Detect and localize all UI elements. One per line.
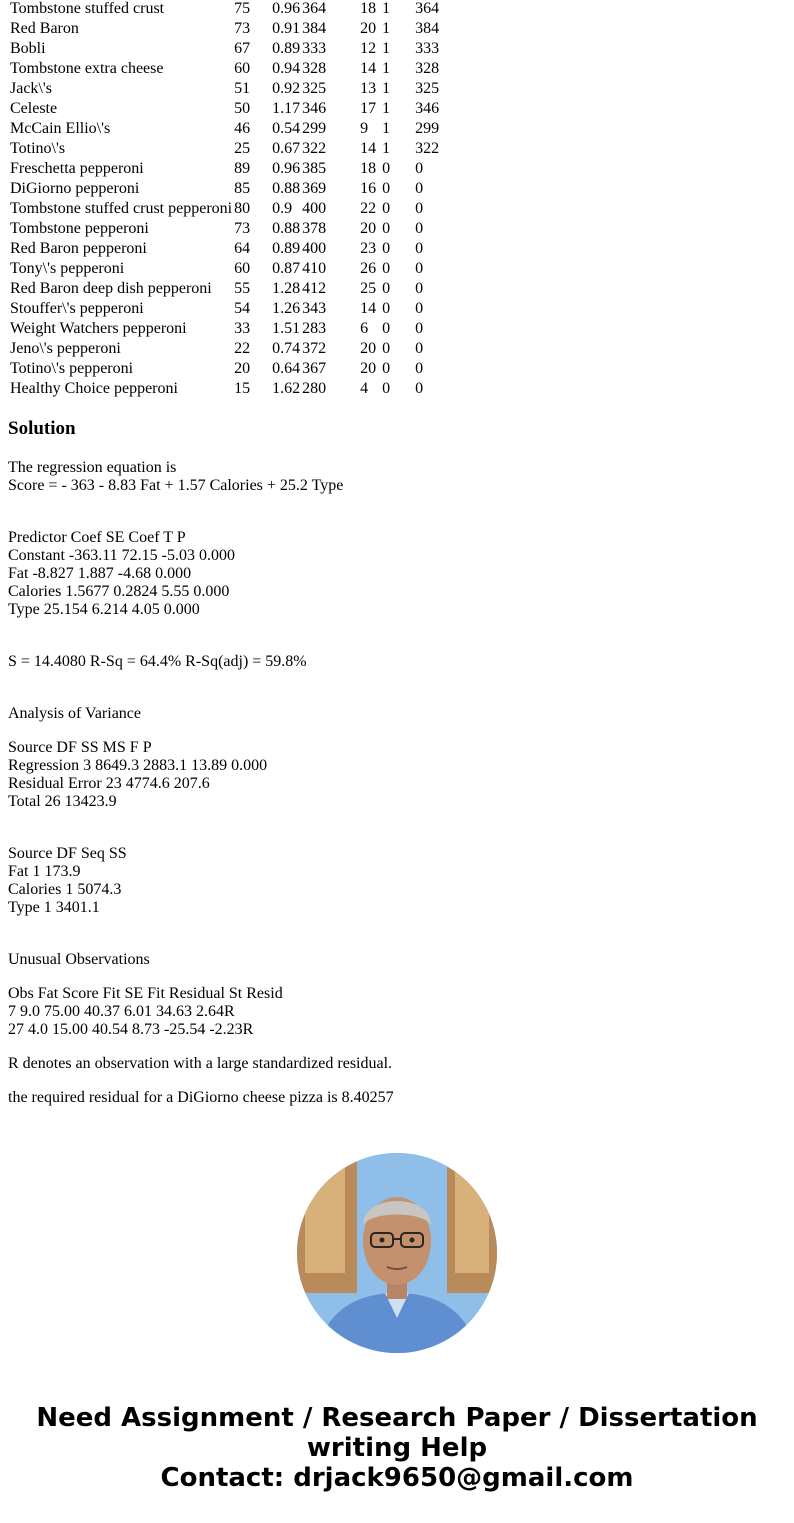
table-cell: 328 [415,60,440,77]
table-cell: 0 [415,320,424,337]
regression-equation: Score = - 363 - 8.83 Fat + 1.57 Calories + 25.2 Type [8,477,344,494]
table-row [10,360,455,378]
table-cell: 364 [415,0,440,17]
table-cell: 0 [415,280,424,297]
coef-row-type: Type 25.154 6.214 4.05 0.000 [8,601,200,618]
table-cell: Healthy Choice pepperoni [10,380,178,397]
table-cell: Stouffer\'s pepperoni [10,300,144,317]
table-cell: 0.88 [272,180,301,197]
table-cell: 0.64 [272,360,301,377]
anova-row-regression: Regression 3 8649.3 2883.1 13.89 0.000 [8,757,268,774]
table-cell: Celeste [10,100,58,117]
table-cell: 325 [302,80,327,97]
table-cell: 0.88 [272,220,301,237]
table-row [10,40,455,58]
table-cell: McCain Ellio\'s [10,120,111,137]
table-cell: 13 [360,80,377,97]
table-cell: 1.26 [272,300,301,317]
table-cell: 372 [302,340,327,357]
table-cell: 410 [302,260,327,277]
pizza-data-table [8,0,457,400]
table-row [10,140,455,158]
table-cell: 0.89 [272,40,301,57]
table-row [10,200,455,218]
table-cell: 1 [382,60,391,77]
table-cell: 73 [234,220,251,237]
table-cell: 0.67 [272,140,301,157]
anova-row-total: Total 26 13423.9 [8,793,117,810]
table-cell: Tombstone extra cheese [10,60,164,77]
table-cell: Tombstone stuffed crust pepperoni [10,200,233,217]
table-cell: 17 [360,100,377,117]
unusual-observations-title: Unusual Observations [8,951,150,968]
table-cell: 322 [302,140,327,157]
table-cell: 50 [234,100,251,117]
table-row [10,160,455,178]
table-row [10,280,455,298]
table-cell: 0.89 [272,240,301,257]
table-cell: 0 [415,220,424,237]
table-cell: 51 [234,80,251,97]
promo-banner [0,1403,794,1493]
table-cell: Jack\'s [10,80,52,97]
table-cell: 0 [415,160,424,177]
table-cell: 400 [302,240,327,257]
regression-equation-intro: The regression equation is [8,459,177,476]
table-cell: Tombstone pepperoni [10,220,149,237]
table-row [10,220,455,238]
promo-contact: Contact: drjack9650@gmail.com [160,1463,634,1493]
table-cell: 0.96 [272,160,301,177]
table-cell: 378 [302,220,327,237]
table-cell: 1.28 [272,280,301,297]
table-cell: 0 [415,300,424,317]
table-cell: 333 [302,40,327,57]
table-cell: Red Baron [10,20,79,37]
table-cell: 25 [360,280,377,297]
table-cell: 25 [234,140,251,157]
table-row [10,80,455,98]
table-cell: 280 [302,380,327,397]
author-avatar [297,1153,497,1353]
table-cell: Tony\'s pepperoni [10,260,125,277]
table-cell: 0 [382,180,391,197]
table-cell: 55 [234,280,251,297]
table-cell: 0 [415,380,424,397]
table-cell: 14 [360,300,377,317]
table-cell: 0 [382,300,391,317]
table-cell: 64 [234,240,251,257]
table-cell: 6 [360,320,369,337]
table-row [10,20,455,38]
table-cell: Weight Watchers pepperoni [10,320,187,337]
table-cell: 33 [234,320,251,337]
table-cell: 54 [234,300,251,317]
table-cell: 20 [360,20,377,37]
table-cell: 22 [360,200,377,217]
table-cell: 14 [360,60,377,77]
table-cell: 0 [415,340,424,357]
table-cell: 1 [382,120,391,137]
unusual-observation-row: 7 9.0 75.00 40.37 6.01 34.63 2.64R [8,1003,235,1020]
table-cell: Bobli [10,40,46,57]
table-cell: 0.87 [272,260,301,277]
model-summary: S = 14.4080 R-Sq = 64.4% R-Sq(adj) = 59.8% [8,653,307,670]
table-cell: 299 [302,120,327,137]
table-cell: 85 [234,180,251,197]
table-cell: 60 [234,260,251,277]
table-cell: 384 [415,20,440,37]
table-cell: 89 [234,160,251,177]
table-cell: 0 [415,260,424,277]
table-cell: 20 [360,340,377,357]
table-cell: 20 [234,360,251,377]
table-row [10,120,455,138]
table-cell: 23 [360,240,377,257]
table-cell: 0 [415,360,424,377]
table-cell: Totino\'s [10,140,66,157]
table-cell: 20 [360,360,377,377]
table-cell: 26 [360,260,377,277]
table-cell: 73 [234,20,251,37]
table-cell: 12 [360,40,377,57]
table-cell: 385 [302,160,327,177]
table-cell: 0.92 [272,80,301,97]
table-cell: 1.51 [272,320,301,337]
table-cell: 46 [234,120,251,137]
table-cell: 0 [382,360,391,377]
unusual-observation-row: 27 4.0 15.00 40.54 8.73 -25.54 -2.23R [8,1021,254,1038]
table-cell: Freschetta pepperoni [10,160,144,177]
table-cell: Totino\'s pepperoni [10,360,134,377]
residual-note: R denotes an observation with a large standardized residual. [8,1055,393,1072]
table-cell: 369 [302,180,327,197]
table-cell: 0 [382,240,391,257]
promo-line-1: Need Assignment / Research Paper / Dissertation [36,1403,758,1433]
table-cell: 1 [382,20,391,37]
table-cell: 0.96 [272,0,301,17]
table-cell: 0 [415,200,424,217]
table-cell: 283 [302,320,327,337]
seq-ss-row-type: Type 1 3401.1 [8,899,100,916]
table-cell: 0 [415,240,424,257]
table-cell: Red Baron deep dish pepperoni [10,280,212,297]
table-cell: 18 [360,0,377,17]
seq-ss-header: Source DF Seq SS [8,845,127,862]
table-row [10,300,455,318]
table-cell: 1 [382,40,391,57]
table-cell: 1 [382,80,391,97]
table-cell: 0 [382,280,391,297]
anova-header: Source DF SS MS F P [8,739,152,756]
table-cell: 299 [415,120,440,137]
table-cell: 9 [360,120,369,137]
table-cell: Jeno\'s pepperoni [10,340,121,357]
table-cell: 328 [302,60,327,77]
table-cell: 346 [302,100,327,117]
table-row [10,60,455,78]
table-cell: 60 [234,60,251,77]
table-cell: 0.54 [272,120,301,137]
table-cell: 0 [382,380,391,397]
promo-line-2: writing Help [306,1433,488,1463]
table-cell: 346 [415,100,440,117]
anova-row-residual: Residual Error 23 4774.6 207.6 [8,775,210,792]
table-cell: 18 [360,160,377,177]
unusual-observations-header: Obs Fat Score Fit SE Fit Residual St Resid [8,985,283,1002]
table-cell: Tombstone stuffed crust [10,0,165,17]
table-row [10,320,455,338]
anova-title: Analysis of Variance [8,705,141,722]
table-cell: 0 [382,220,391,237]
table-cell: 16 [360,180,377,197]
table-cell: 15 [234,380,251,397]
table-row [10,340,455,358]
table-cell: 367 [302,360,327,377]
table-cell: 325 [415,80,440,97]
pizza-data-table-body [10,0,455,398]
table-cell: 400 [302,200,327,217]
table-row [10,0,455,18]
table-cell: 322 [415,140,440,157]
table-cell: Red Baron pepperoni [10,240,147,257]
table-cell: 0 [415,180,424,197]
table-cell: 1.17 [272,100,301,117]
table-cell: 343 [302,300,327,317]
table-cell: 14 [360,140,377,157]
table-cell: 384 [302,20,327,37]
table-cell: 0 [382,260,391,277]
table-cell: 75 [234,0,251,17]
coef-row-fat: Fat -8.827 1.887 -4.68 0.000 [8,565,192,582]
table-cell: 364 [302,0,327,17]
table-cell: 22 [234,340,251,357]
table-cell: 67 [234,40,251,57]
solution-heading: Solution [8,418,76,439]
table-row [10,260,455,278]
table-cell: 412 [302,280,327,297]
table-cell: 0.74 [272,340,301,357]
table-cell: 4 [360,380,369,397]
author-photo [297,1153,497,1353]
table-cell: 0 [382,320,391,337]
coef-table-header: Predictor Coef SE Coef T P [8,529,186,546]
table-cell: 80 [234,200,251,217]
seq-ss-row-fat: Fat 1 173.9 [8,863,81,880]
table-cell: 0 [382,160,391,177]
table-cell: 20 [360,220,377,237]
table-row [10,380,455,398]
coef-row-constant: Constant -363.11 72.15 -5.03 0.000 [8,547,235,564]
table-cell: 0.9 [272,200,293,217]
table-cell: 1 [382,140,391,157]
table-cell: DiGiorno pepperoni [10,180,140,197]
table-cell: 333 [415,40,440,57]
table-cell: 0 [382,340,391,357]
table-cell: 0 [382,200,391,217]
table-cell: 1 [382,0,391,17]
table-row [10,100,455,118]
table-cell: 0.94 [272,60,301,77]
answer-text: the required residual for a DiGiorno cheese pizza is 8.40257 [8,1089,394,1106]
table-cell: 1.62 [272,380,301,397]
table-row [10,240,455,258]
table-cell: 0.91 [272,20,301,37]
seq-ss-row-calories: Calories 1 5074.3 [8,881,122,898]
coef-row-calories: Calories 1.5677 0.2824 5.55 0.000 [8,583,230,600]
table-row [10,180,455,198]
table-cell: 1 [382,100,391,117]
